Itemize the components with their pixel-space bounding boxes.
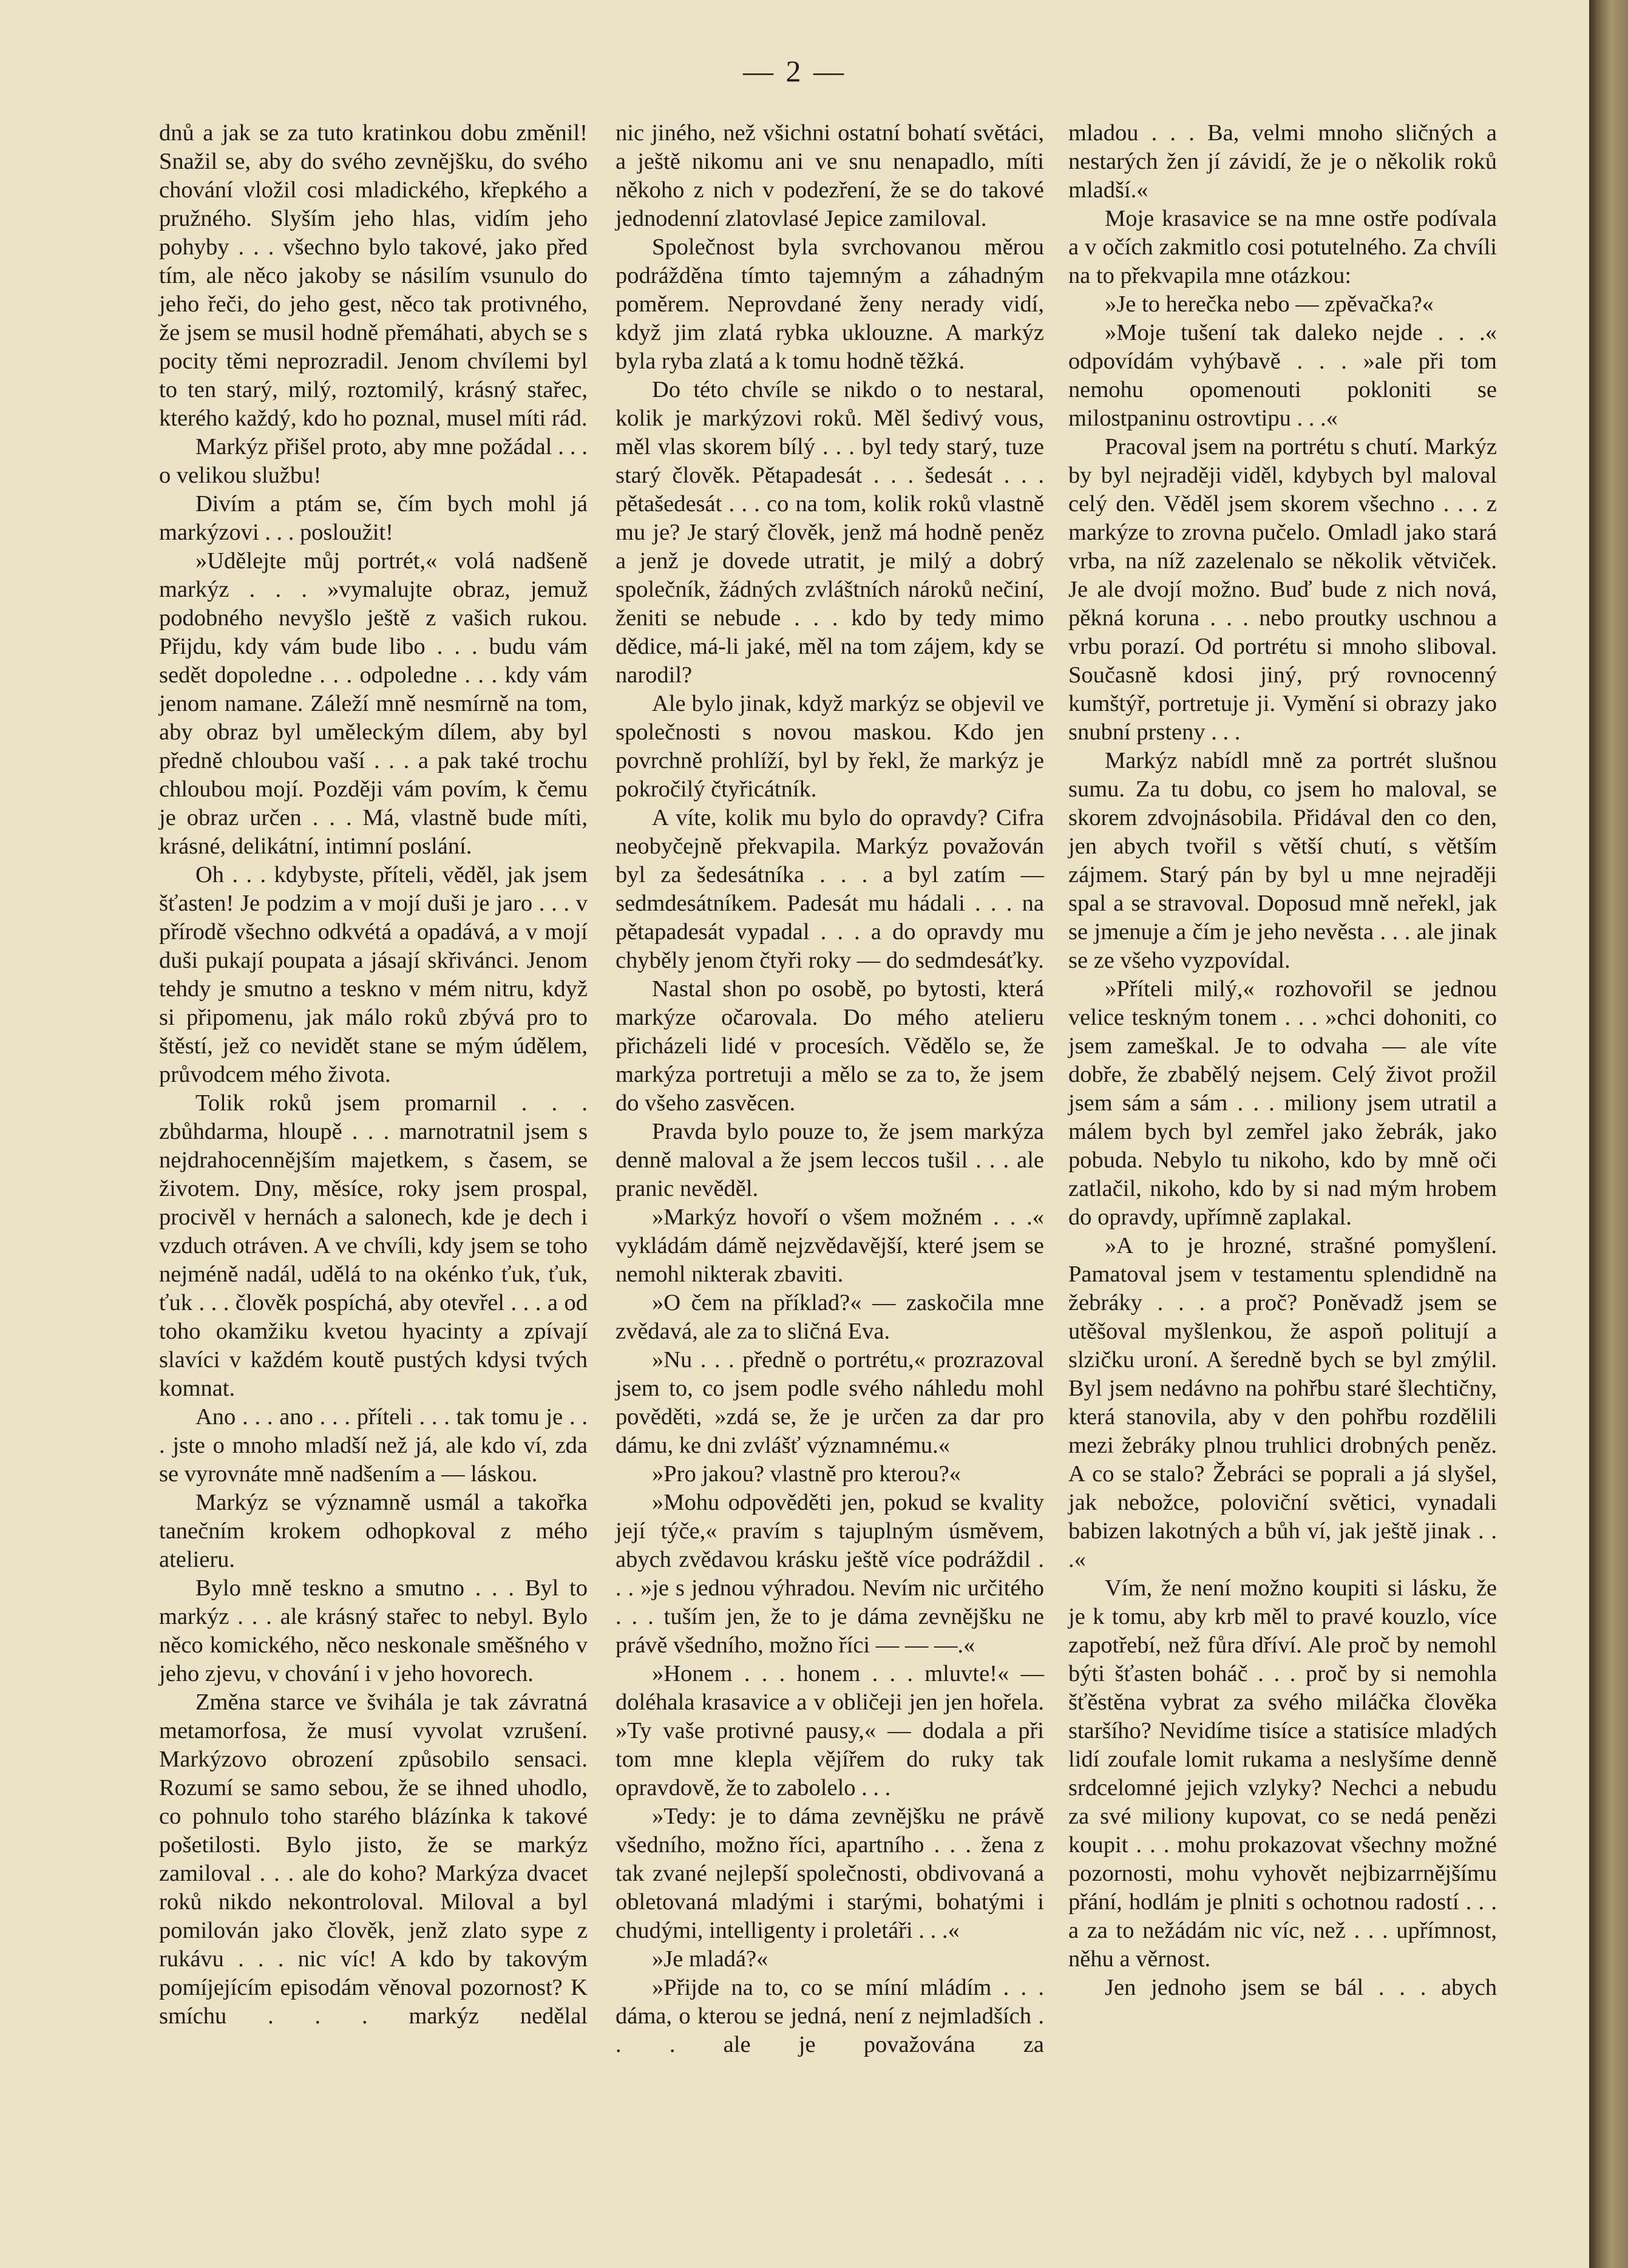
paragraph: nic jiného, než všichni ostatní bohatí světáci, a ještě nikomu ani ve snu nenapadlo, míti někoho z nich v podezření, že se do takové jednodenní zlatovlasé Jepice zamiloval. bbox=[616, 120, 1044, 231]
paragraph: A víte, kolik mu bylo do opravdy? Cifra neobyčejně překvapila. Markýz považován byl za šedesátníka . . . a byl zatím — sedmdesátníkem. Padesát mu hádali . . . na pětapadesát vypadal . . . a do opravdy mu chyběly jenom čtyři roky — do sedmdesáťky. bbox=[616, 805, 1044, 973]
paragraph: »Je to herečka nebo — zpěvačka?« bbox=[1105, 291, 1434, 317]
page-number: — 2 — bbox=[743, 54, 846, 88]
paragraph: mladou . . . Ba, velmi mnoho sličných a nestarých žen jí závidí, že je o několik roků mladší.« bbox=[1068, 120, 1497, 203]
paragraph: Markýz nabídl mně za portrét slušnou sumu. Za tu dobu, co jsem ho maloval, se skorem zdvojnásobila. Přidával den co den, jen abych tvořil s větší chutí, s větším zájmem. Starý pán by byl u mne nejraději spal a se stravoval. Doposud mně neřekl, jak se jmenuje a čím je jeho nevěsta . . . ale jinak se ze všeho vyzpovídal. bbox=[1068, 748, 1497, 973]
paragraph: »Přijde na to, co se míní mládím . . . dáma, o kterou se jedná, není z nejmladších . . . ale je považována za bbox=[616, 1975, 1044, 2057]
paragraph: »Mohu odpověděti jen, pokud se kvality její týče,« pravím s tajuplným úsměvem, abych zvědavou krásku ještě více podráždil . . . »je s jednou výhradou. Nevím nic určitého . . . tuším jen, že to je dáma zevnějšku ne právě všedního, možno říci — — —.« bbox=[616, 1490, 1044, 1658]
paragraph: dnů a jak se za tuto kratinkou dobu změnil! Snažil se, aby do svého zevnějšku, do svého chování vložil cosi mladického, křepkého a pružného. Slyším jeho hlas, vidím jeho pohyby . . . všechno bylo takové, jako před tím, ale něco jakoby se násilím vsunulo do jeho řeči, do jeho gest, něco tak protivného, že jsem se musil hodně přemáhati, abych se s pocity těmi neprozradil. Jenom chvílemi byl to ten starý, milý, roztomilý, krásný stařec, kterého každý, kdo ho poznal, musel míti rád. bbox=[159, 120, 588, 431]
paragraph: »Udělejte můj portrét,« volá nadšeně markýz . . . »vymalujte obraz, jemuž podobného nevyšlo ještě z vašich rukou. Přijdu, kdy vám bude libo . . . budu vám sedět dopoledne . . . odpoledne . . . kdy vám jenom namane. Záleží mně nesmírně na tom, aby obraz byl uměleckým dílem, aby byl předně chloubou vaší . . . a pak také trochu chloubou mojí. Později vám povím, k čemu je obraz určen . . . Má, vlastně bude míti, krásné, delikátní, intimní poslání. bbox=[159, 548, 588, 859]
paragraph: Vím, že není možno koupiti si lásku, že je k tomu, aby krb měl to pravé kouzlo, více zapotřebí, než fůra dříví. Ale proč by nemohl býti šťasten boháč . . . proč by si nemohla šťěstěna vybrat za svého miláčka člověka staršího? Nevidíme tisíce a statisíce mladých lidí zoufale lomit rukama a neslyšíme denně srdcelomné jejich vzlyky? Nechci a nebudu za své miliony kupovat, co se nedá penězi koupit . . . mohu prokazovat všechny možné pozornosti, mohu vyhovět nejbizarrnějšímu přání, hodlám je plniti s ochotnou radostí . . . a za to nežádám nic víc, než . . . upřímnost, něhu a věrnost. bbox=[1068, 1575, 1497, 1972]
paragraph: Markýz se významně usmál a takořka tanečním krokem odhopkoval z mého atelieru. bbox=[159, 1490, 588, 1572]
text-column-3 bbox=[1068, 119, 1497, 2002]
paragraph: Bylo mně teskno a smutno . . . Byl to markýz . . . ale krásný stařec to nebyl. Bylo něco komického, něco neskonale směšného v jeho zjevu, v chování i v jeho hovorech. bbox=[159, 1575, 588, 1686]
paragraph: Tolik roků jsem promarnil . . . zbůhdarma, hloupě . . . marnotratnil jsem s nejdrahocennějším majetkem, s časem, se životem. Dny, měsíce, roky jsem prospal, procivěl v hernách a salonech, kde je dech i vzduch otráven. A ve chvíli, kdy jsem se toho nejméně nadál, udělá to na okénko ťuk, ťuk, ťuk . . . člověk pospíchá, aby otevřel . . . a od toho okamžiku kvetou hyacinty a zpívají slavíci v každém koutě pustých kdysi tvých komnat. bbox=[159, 1090, 588, 1401]
paragraph: »O čem na příklad?« — zaskočila mne zvědavá, ale za to sličná Eva. bbox=[616, 1290, 1044, 1344]
paragraph: Pracoval jsem na portrétu s chutí. Markýz by byl nejraději viděl, kdybych byl maloval celý den. Věděl jsem skorem všechno . . . z markýze to zrovna pučelo. Omladl jako stará vrba, na níž zazelenalo se několik větviček. Je ale dvojí možno. Buď bude z nich nová, pěkná koruna . . . nebo proutky uschnou a vrbu porazí. Od portrétu si mnoho sliboval. Současně kdosi jiný, prý rovnocenný kumštýř, portretuje ji. Vymění si obrazy jako snubní prsteny . . . bbox=[1068, 434, 1497, 745]
paragraph: »Příteli milý,« rozhovořil se jednou velice teskným tonem . . . »chci dohoniti, co jsem zameškal. Je to odvaha — ale víte dobře, že zbabělý nejsem. Celý život prožil jsem sám a sám . . . miliony jsem utratil a málem bych byl zemřel jako žebrák, jako pobuda. Nebylo tu nikoho, kdo by mně oči zatlačil, nikoho, kdo by si nad mým hrobem do opravdy, upřímně zaplakal. bbox=[1068, 976, 1497, 1230]
paragraph: »Nu . . . předně o portrétu,« prozrazoval jsem to, co jsem podle svého náhledu mohl pověděti, »zdá se, že je určen za dar pro dámu, ke dni zvlášť významnému.« bbox=[616, 1347, 1044, 1458]
text-column-2 bbox=[616, 119, 1044, 2059]
paragraph: »Moje tušení tak daleko nejde . . .« odpovídám vyhýbavě . . . »ale při tom nemohu opomenouti pokloniti se milostpaninu ostrovtipu . . .« bbox=[1068, 320, 1497, 431]
paragraph: »Pro jakou? vlastně pro kterou?« bbox=[652, 1461, 961, 1487]
paragraph: Divím a ptám se, čím bych mohl já markýzovi . . . posloužit! bbox=[159, 491, 588, 545]
paragraph: »Markýz hovoří o všem možném . . .« vykládám dámě nejzvědavější, které jsem se nemohl nikterak zbaviti. bbox=[616, 1204, 1044, 1287]
paragraph: Jen jednoho jsem se bál . . . abych bbox=[1105, 1975, 1497, 2000]
paragraph: Markýz přišel proto, aby mne požádal . . . o velikou službu! bbox=[159, 434, 588, 488]
paragraph: »A to je hrozné, strašné pomyšlení. Pamatoval jsem v testamentu splendidně na žebráky . . . a proč? Poněvadž jsem se utěšoval myšlenkou, že aspoň politují a slzičku uroní. A šeredně bych se byl zmýlil. Byl jsem nedávno na pohřbu staré šlechtičny, která stanovila, aby v den pohřbu rozdělili mezi žebráky plnou truhlici drobných peněz. A co se stalo? Žebráci se poprali a já slyšel, jak nebožce, poloviční světici, vynadali babizen lakotných a bůh ví, jak ještě jinak . . .« bbox=[1068, 1233, 1497, 1572]
paragraph: »Honem . . . honem . . . mluvte!« — doléhala krasavice a v obličeji jen jen hořela. »Ty vaše protivné pausy,« — dodala a při tom mne klepla vějířem do ruky tak opravdově, že to zabolelo . . . bbox=[616, 1661, 1044, 1801]
text-column-1 bbox=[159, 119, 588, 2031]
paragraph: Společnost byla svrchovanou měrou podrážděna tímto tajemným a záhadným poměrem. Neprovdané ženy nerady vidí, když jim zlatá rybka uklouzne. A markýz byla ryba zlatá a k tomu hodně těžká. bbox=[616, 234, 1044, 374]
book-spine bbox=[1589, 0, 1628, 2268]
paragraph: Změna starce ve švihála je tak závratná metamorfosa, že musí vyvolat vzrušení. Markýzovo obrození způsobilo sensaci. Rozumí se samo sebou, že se ihned uhodlo, co pohnulo toho starého blázínka k takové pošetilosti. Bylo jisto, že se markýz zamiloval . . . ale do koho? Markýza dvacet roků nikdo nekontroloval. Miloval a byl pomilován jako člověk, jenž zlato sype z rukávu . . . nic víc! A kdo by takovým pomíjejícím episodám věnoval pozornost? K smíchu . . . markýz nedělal bbox=[159, 1689, 588, 2029]
paragraph: Nastal shon po osobě, po bytosti, která markýze očarovala. Do mého atelieru přicházeli lidé v procesích. Vědělo se, že markýza portretuji a mělo se za to, že jsem do všeho zasvěcen. bbox=[616, 976, 1044, 1116]
paragraph: Do této chvíle se nikdo o to nestaral, kolik je markýzovi roků. Měl šedivý vous, měl vlas skorem bílý . . . byl tedy starý, tuze starý člověk. Pětapadesát . . . šedesát . . . pětašedesát . . . co na tom, kolik roků vlastně mu je? Je starý člověk, jenž má hodně peněz a jenž je dovede utratit, je milý a dobrý společník, žádných zvláštních nároků nečiní, ženiti se nebude . . . kdo by tedy mimo dědice, má-li jaké, měl na tom zájem, kdy se narodil? bbox=[616, 377, 1044, 688]
paragraph: Ale bylo jinak, když markýz se objevil ve společnosti s novou maskou. Kdo jen povrchně prohlíží, byl by řekl, že markýz je pokročilý čtyřicátník. bbox=[616, 691, 1044, 802]
paragraph: Oh . . . kdybyste, příteli, věděl, jak jsem šťasten! Je podzim a v mojí duši je jaro . . . v přírodě všechno odkvétá a opadává, a v mojí duši pukají poupata a jásají skřivánci. Jenom tehdy je smutno a teskno v mém nitru, když si připomenu, jak málo roků zbývá pro to štěstí, jež co nevidět stane se mým údělem, průvodcem mého života. bbox=[159, 862, 588, 1087]
paragraph: »Je mladá?« bbox=[652, 1946, 768, 1972]
paragraph: Pravda bylo pouze to, že jsem markýza denně maloval a že jsem leccos tušil . . . ale pranic nevěděl. bbox=[616, 1119, 1044, 1201]
paragraph: Ano . . . ano . . . příteli . . . tak tomu je . . . jste o mnoho mladší než já, ale kdo ví, zda se vyrovnáte mně nadšením a — láskou. bbox=[159, 1404, 588, 1487]
paragraph: »Tedy: je to dáma zevnějšku ne právě všedního, možno říci, apartního . . . žena z tak zvané nejlepší společnosti, obdivovaná a obletovaná mladými i starými, bohatými i chudými, intelligenty i proletáři . . .« bbox=[616, 1804, 1044, 1943]
paragraph: Moje krasavice se na mne ostře podívala a v očích zakmitlo cosi potutelného. Za chvíli na to překvapila mne otázkou: bbox=[1068, 206, 1497, 288]
